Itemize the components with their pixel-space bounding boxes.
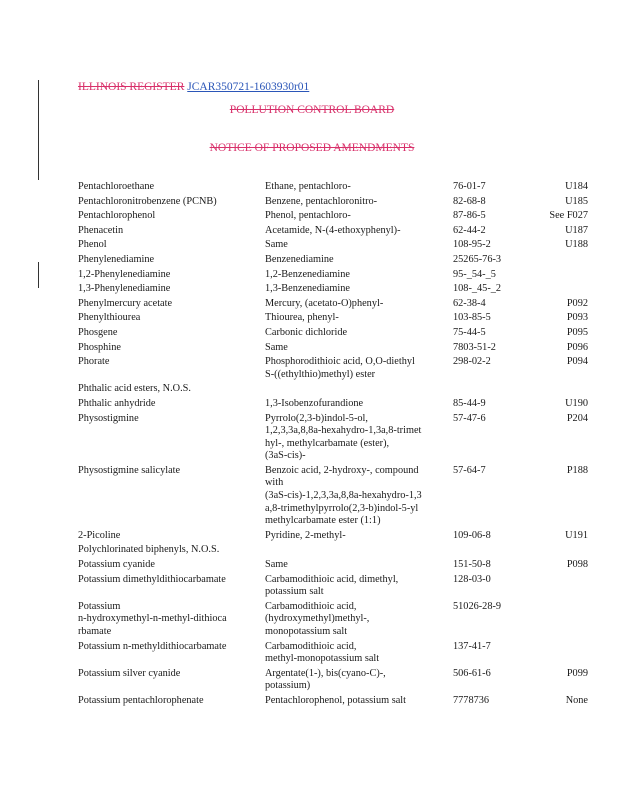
- constituent-name: Physostigmine: [78, 412, 139, 424]
- cas-number: 25265-76-3: [453, 253, 502, 265]
- table-row: [78, 695, 598, 710]
- chemical-abstracts-name: 1,2-Benzenediamine: [265, 268, 350, 280]
- waste-code: P094: [566, 356, 588, 368]
- waste-code: P093: [566, 312, 588, 324]
- waste-code: P095: [566, 326, 588, 338]
- chemical-abstracts-name: Same: [265, 239, 288, 251]
- waste-code: U185: [565, 195, 588, 207]
- table-row: [78, 283, 598, 298]
- constituent-name: Phenol: [78, 239, 107, 251]
- waste-code: P092: [566, 297, 588, 309]
- constituent-name: Phthalic anhydride: [78, 397, 156, 409]
- table-row: [78, 342, 598, 357]
- table-row: [78, 356, 598, 383]
- table-row: [78, 383, 598, 398]
- constituent-name: Potassium n-hydroxymethyl-n-methyl-dithioca rbamate: [78, 600, 227, 638]
- constituent-name: Phosgene: [78, 326, 118, 338]
- table-row: [78, 254, 598, 269]
- register-struck-text: ILLINOIS REGISTER: [78, 81, 185, 93]
- table-row: [78, 601, 598, 641]
- constituent-name: Phthalic acid esters, N.O.S.: [78, 383, 191, 395]
- change-bar: [38, 80, 39, 180]
- chemical-abstracts-name: Pyrrolo(2,3-b)indol-5-ol, 1,2,3,3a,8,8a-hexahydro-1,3a,8-trimet hyl-, methylcarbamate (ester), (3aS-cis)-: [265, 412, 422, 462]
- table-row: [78, 196, 598, 211]
- waste-code: P204: [566, 412, 588, 424]
- agency-header: POLLUTION CONTROL BOARD: [229, 104, 395, 116]
- waste-code: See F027: [549, 210, 588, 222]
- cas-number: 108-95-2: [453, 239, 491, 251]
- table-row: [78, 398, 598, 413]
- cas-number: 103-85-5: [453, 312, 491, 324]
- table-row: [78, 181, 598, 196]
- constituent-name: Physostigmine salicylate: [78, 464, 181, 476]
- constituent-name: Potassium pentachlorophenate: [78, 695, 204, 707]
- table-row: [78, 465, 598, 530]
- cas-number: 151-50-8: [453, 559, 491, 571]
- constituent-name: 1,3-Phenylenediamine: [78, 283, 171, 295]
- chemical-abstracts-name: Phenol, pentachloro-: [265, 210, 351, 222]
- waste-code: U187: [565, 224, 588, 236]
- notice-header: NOTICE OF PROPOSED AMENDMENTS: [209, 142, 415, 154]
- cas-number: 95-_54-_5: [453, 268, 496, 280]
- constituent-name: Pentachloronitrobenzene (PCNB): [78, 195, 217, 207]
- table-row: [78, 225, 598, 240]
- chemical-abstracts-name: Mercury, (acetato-O)phenyl-: [265, 297, 384, 309]
- chemical-abstracts-name: Phosphorodithioic acid, O,O-diethyl S-((ethylthio)methyl) ester: [265, 356, 415, 380]
- table-row: [78, 298, 598, 313]
- chemical-abstracts-name: Benzene, pentachloronitro-: [265, 195, 378, 207]
- table-row: [78, 327, 598, 342]
- cas-number: 51026-28-9: [453, 600, 502, 612]
- constituent-name: Pentachloroethane: [78, 181, 155, 192]
- constituent-name: Phosphine: [78, 341, 121, 353]
- chemical-abstracts-name: Benzoic acid, 2-hydroxy-, compound with (3aS-cis)-1,2,3,3a,8,8a-hexahydro-1,3 a,8-trimethylpyrrolo(2,3-b)indol-5-yl methylcarbamate ester (1:1): [265, 464, 422, 527]
- chemical-abstracts-name: Thiourea, phenyl-: [265, 312, 339, 324]
- cas-number: 57-64-7: [453, 464, 486, 476]
- constituent-name: Phenylthiourea: [78, 312, 141, 324]
- constituent-name: Phenylmercury acetate: [78, 297, 173, 309]
- table-row: [78, 544, 598, 559]
- chemical-abstracts-name: 1,3-Isobenzofurandione: [265, 397, 364, 409]
- cas-number: 62-38-4: [453, 297, 486, 309]
- table-row: [78, 641, 598, 668]
- cas-number: 298-02-2: [453, 356, 491, 368]
- cas-number: 7778736: [453, 695, 490, 707]
- constituent-name: 2-Picoline: [78, 529, 121, 541]
- cas-number: 108-_45-_2: [453, 283, 502, 295]
- waste-code: P096: [566, 341, 588, 353]
- waste-code: U184: [565, 181, 588, 192]
- chemical-abstracts-name: Ethane, pentachloro-: [265, 181, 351, 192]
- cas-number: 76-01-7: [453, 181, 486, 192]
- chemical-abstracts-name: Carbamodithioic acid, (hydroxymethyl)methyl-, monopotassium salt: [265, 600, 370, 638]
- hazardous-constituents-table: [78, 181, 598, 710]
- constituent-name: Potassium dimethyldithiocarbamate: [78, 573, 226, 585]
- chemical-abstracts-name: Carbamodithioic acid, dimethyl, potassium salt: [265, 573, 399, 598]
- waste-code: P099: [566, 667, 588, 679]
- register-header: [78, 81, 309, 93]
- cas-number: 62-44-2: [453, 224, 486, 236]
- constituent-name: Phenylenediamine: [78, 253, 155, 265]
- table-row: [78, 668, 598, 695]
- chemical-abstracts-name: Benzenediamine: [265, 253, 334, 265]
- constituent-name: Phenacetin: [78, 224, 124, 236]
- table-row: [78, 210, 598, 225]
- chemical-abstracts-name: Same: [265, 559, 288, 571]
- constituent-name: Potassium cyanide: [78, 559, 155, 571]
- waste-code: U188: [565, 239, 588, 251]
- constituent-name: Potassium n-methyldithiocarbamate: [78, 640, 227, 652]
- constituent-name: Phorate: [78, 356, 110, 368]
- cas-number: 57-47-6: [453, 412, 486, 424]
- constituent-name: Pentachlorophenol: [78, 210, 156, 222]
- chemical-abstracts-name: Acetamide, N-(4-ethoxyphenyl)-: [265, 224, 401, 236]
- register-inserted-text: JCAR350721-1603930r01: [187, 81, 310, 93]
- table-row: [78, 239, 598, 254]
- cas-number: 7803-51-2: [453, 341, 496, 353]
- constituent-name: 1,2-Phenylenediamine: [78, 268, 171, 280]
- table-row: [78, 559, 598, 574]
- cas-number: 137-41-7: [453, 640, 491, 652]
- chemical-abstracts-name: 1,3-Benzenediamine: [265, 283, 350, 295]
- table-row: [78, 413, 598, 465]
- cas-number: 128-03-0: [453, 573, 491, 585]
- change-bar: [38, 262, 39, 288]
- chemical-abstracts-name: Same: [265, 341, 288, 353]
- constituent-name: Potassium silver cyanide: [78, 667, 181, 679]
- table-row: [78, 530, 598, 545]
- cas-number: 87-86-5: [453, 210, 486, 222]
- waste-code: None: [565, 695, 588, 707]
- chemical-abstracts-name: Pyridine, 2-methyl-: [265, 529, 346, 541]
- cas-number: 85-44-9: [453, 397, 486, 409]
- waste-code: P098: [566, 559, 588, 571]
- chemical-abstracts-name: Pentachlorophenol, potassium salt: [265, 695, 406, 707]
- waste-code: U191: [565, 529, 588, 541]
- cas-number: 75-44-5: [453, 326, 486, 338]
- chemical-abstracts-name: Carbamodithioic acid, methyl-monopotassium salt: [265, 640, 380, 665]
- table-row: [78, 312, 598, 327]
- cas-number: 109-06-8: [453, 529, 491, 541]
- chemical-abstracts-name: Carbonic dichloride: [265, 326, 348, 338]
- waste-code: P188: [566, 464, 588, 476]
- table-row: [78, 574, 598, 601]
- constituent-name: Polychlorinated biphenyls, N.O.S.: [78, 544, 220, 556]
- waste-code: U190: [565, 397, 588, 409]
- cas-number: 82-68-8: [453, 195, 486, 207]
- table-row: [78, 269, 598, 284]
- chemical-abstracts-name: Argentate(1-), bis(cyano-C)-, potassium): [265, 667, 386, 692]
- cas-number: 506-61-6: [453, 667, 491, 679]
